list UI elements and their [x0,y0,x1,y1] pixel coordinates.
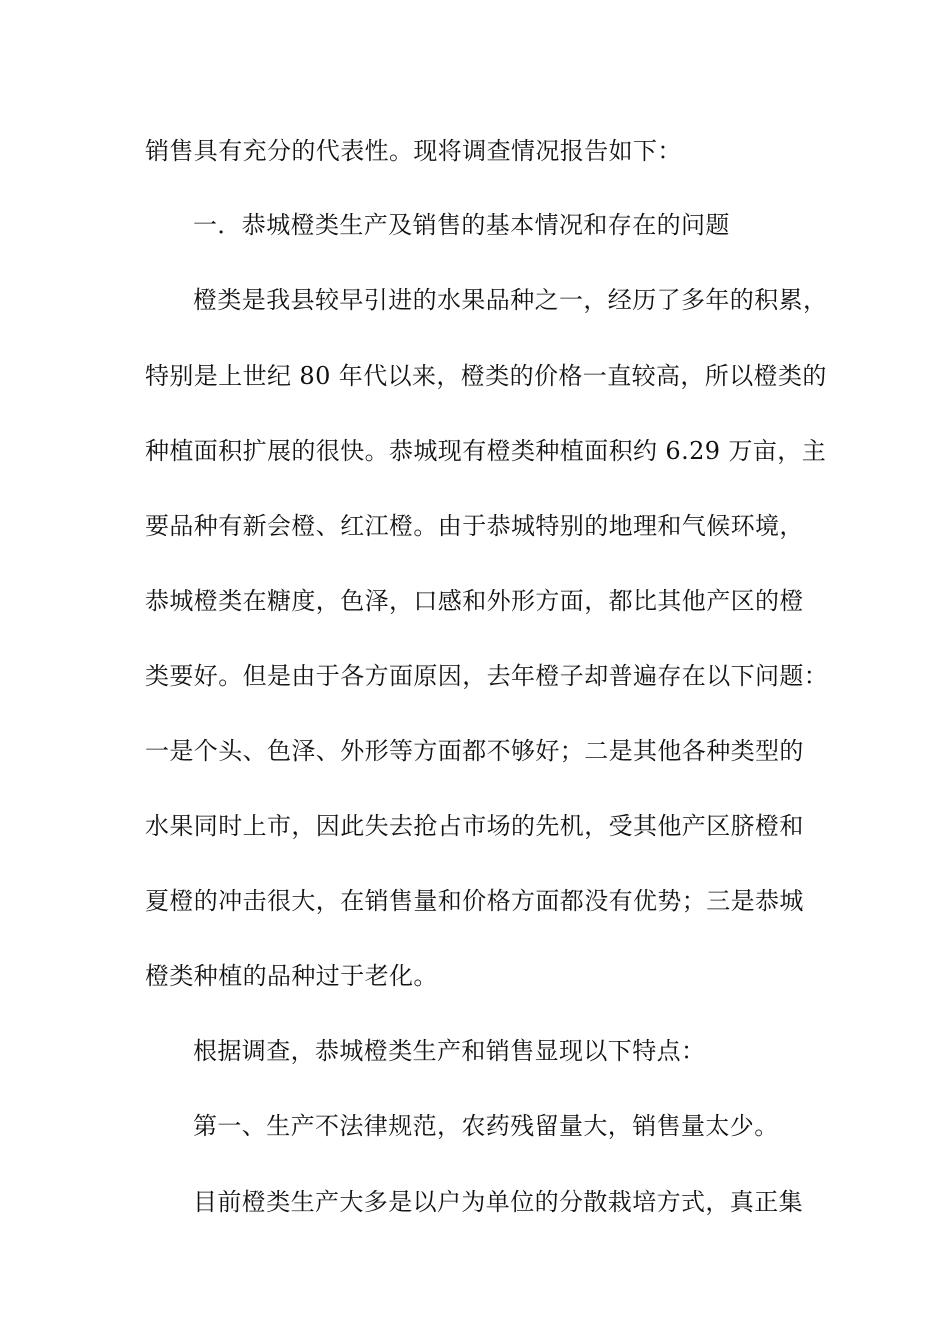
paragraph-line: 夏橙的冲击很大，在销售量和价格方面都没有优势；三是恭城 [145,887,804,915]
paragraph-line: 类要好。但是由于各方面原因，去年橙子却普遍存在以下问题： [145,662,829,690]
paragraph-line: 橙类是我县较早引进的水果品种之一，经历了多年的积累， [193,286,828,314]
paragraph-line: 橙类种植的品种过于老化。 [145,962,438,990]
paragraph-line: 根据调查，恭城橙类生产和销售显现以下特点： [193,1037,706,1065]
paragraph-line: 恭城橙类在糖度，色泽，口感和外形方面，都比其他产区的橙 [145,587,804,615]
paragraph-line: 水果同时上市，因此失去抢占市场的先机，受其他产区脐橙和 [145,812,804,840]
paragraph-line: 要品种有新会橙、红江橙。由于恭城特别的地理和气候环境， [145,512,804,540]
paragraph-line: 一是个头、色泽、外形等方面都不够好；二是其他各种类型的 [145,737,804,765]
paragraph-line: 销售具有充分的代表性。现将调查情况报告如下： [145,137,682,165]
paragraph-line: 种植面积扩展的很快。恭城现有橙类种植面积约 6.29 万亩，主 [145,437,827,465]
paragraph-line: 第一、生产不法律规范，农药残留量大，销售量太少。 [193,1112,779,1140]
paragraph-line: 目前橙类生产大多是以户为单位的分散栽培方式，真正集 [193,1188,803,1216]
paragraph-line: 特别是上世纪 80 年代以来，橙类的价格一直较高，所以橙类的 [145,362,827,390]
section-heading: 一．恭城橙类生产及销售的基本情况和存在的问题 [193,211,730,239]
